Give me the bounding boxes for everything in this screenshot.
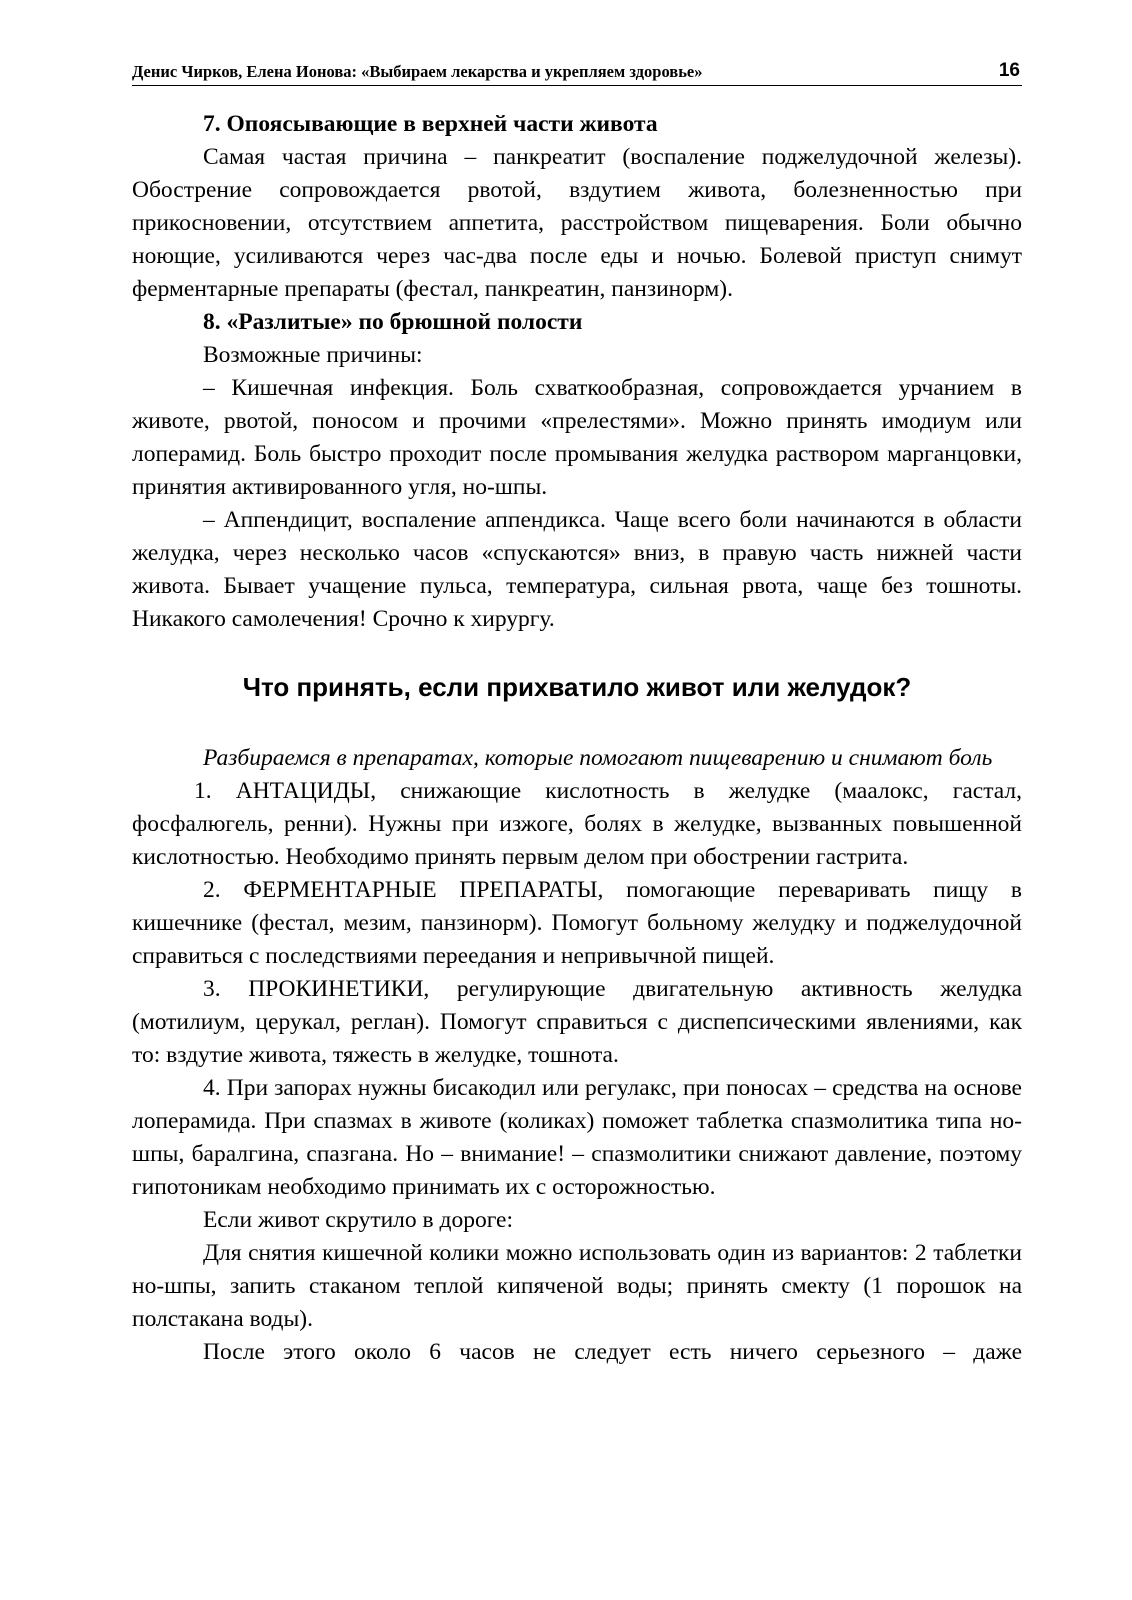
list-item-enzymes: 2. ФЕРМЕНТАРНЫЕ ПРЕПАРАТЫ, помогающие переваривать пищу в кишечнике (фестал, мезим, панзинорм). Помогут больному желудку и поджелудочной справиться с последствиями переедания и непривычной пищей. (132, 877, 1022, 969)
page-body (132, 108, 1022, 1369)
paragraph-last: После этого около 6 часов не следует есть ничего серьезного – даже (203, 1339, 1022, 1365)
page-header (132, 58, 1022, 86)
running-title: Денис Чирков, Елена Ионова: «Выбираем лекарства и укрепляем здоровье» (132, 62, 703, 81)
list-item-constipation: 4. При запорах нужны бисакодил или регулакс, при поносах – средства на основе лоперамида. При спазмах в животе (коликах) поможет таблетка спазмолитика типа но-шпы, баралгина, спазгана. Но – внимание! – спазмолитики снижают давление, поэтому гипотоникам необходимо принимать их с осторожностью. (132, 1075, 1022, 1200)
paragraph-road: Для снятия кишечной колики можно использовать один из вариантов: 2 таблетки но-шпы, запить стаканом теплой кипяченой воды; принять смекту (1 порошок на полстакана воды). (132, 1240, 1022, 1332)
paragraph-road-intro: Если живот скрутило в дороге: (203, 1207, 513, 1233)
section-title: Что принять, если прихватило живот или желудок? (242, 672, 912, 702)
list-item-antacids: 1. АНТАЦИДЫ, снижающие кислотность в желудке (маалокс, гастал, фосфалюгель, ренни). Нужны при изжоге, болях в желудке, вызванных повышенной кислотностью. Необходимо принять первым делом при обострении гастрита. (132, 778, 1022, 870)
paragraph-7: Самая частая причина – панкреатит (воспаление поджелудочной железы). Обострение сопровождается рвотой, вздутием живота, болезненностью при прикосновении, отсутствием аппетита, расстройством пищеварения. Боли обычно ноющие, усиливаются через час-два после еды и ночью. Болевой приступ снимут ферментарные препараты (фестал, панкреатин, панзинорм). (132, 144, 1022, 302)
subheading-7: 7. Опоясывающие в верхней части живота (203, 111, 658, 137)
lead-paragraph: Разбираемся в препаратах, которые помогают пищеварению и снимают боль (203, 745, 993, 771)
list-item-prokinetics: 3. ПРОКИНЕТИКИ, регулирующие двигательную активность желудка (мотилиум, церукал, реглан). Помогут справиться с диспепсическими явлениями, как то: вздутие живота, тяжесть в желудке, тошнота. (132, 976, 1022, 1068)
paragraph-8-appendicitis: – Аппендицит, воспаление аппендикса. Чаще всего боли начинаются в области желудка, через несколько часов «спускаются» вниз, в правую часть нижней части живота. Бывает учащение пульса, температура, сильная рвота, чаще без тошноты. Никакого самолечения! Срочно к хирургу. (132, 507, 1022, 632)
subheading-8: 8. «Разлитые» по брюшной полости (203, 309, 583, 335)
paragraph-8-infection: – Кишечная инфекция. Боль схваткообразная, сопровождается урчанием в животе, рвотой, поносом и прочими «прелестями». Можно принять имодиум или лоперамид. Боль быстро проходит после промывания желудка раствором марганцовки, принятия активированного угля, но-шпы. (132, 375, 1022, 500)
paragraph-8-intro: Возможные причины: (203, 342, 423, 368)
page-number: 16 (998, 60, 1020, 81)
